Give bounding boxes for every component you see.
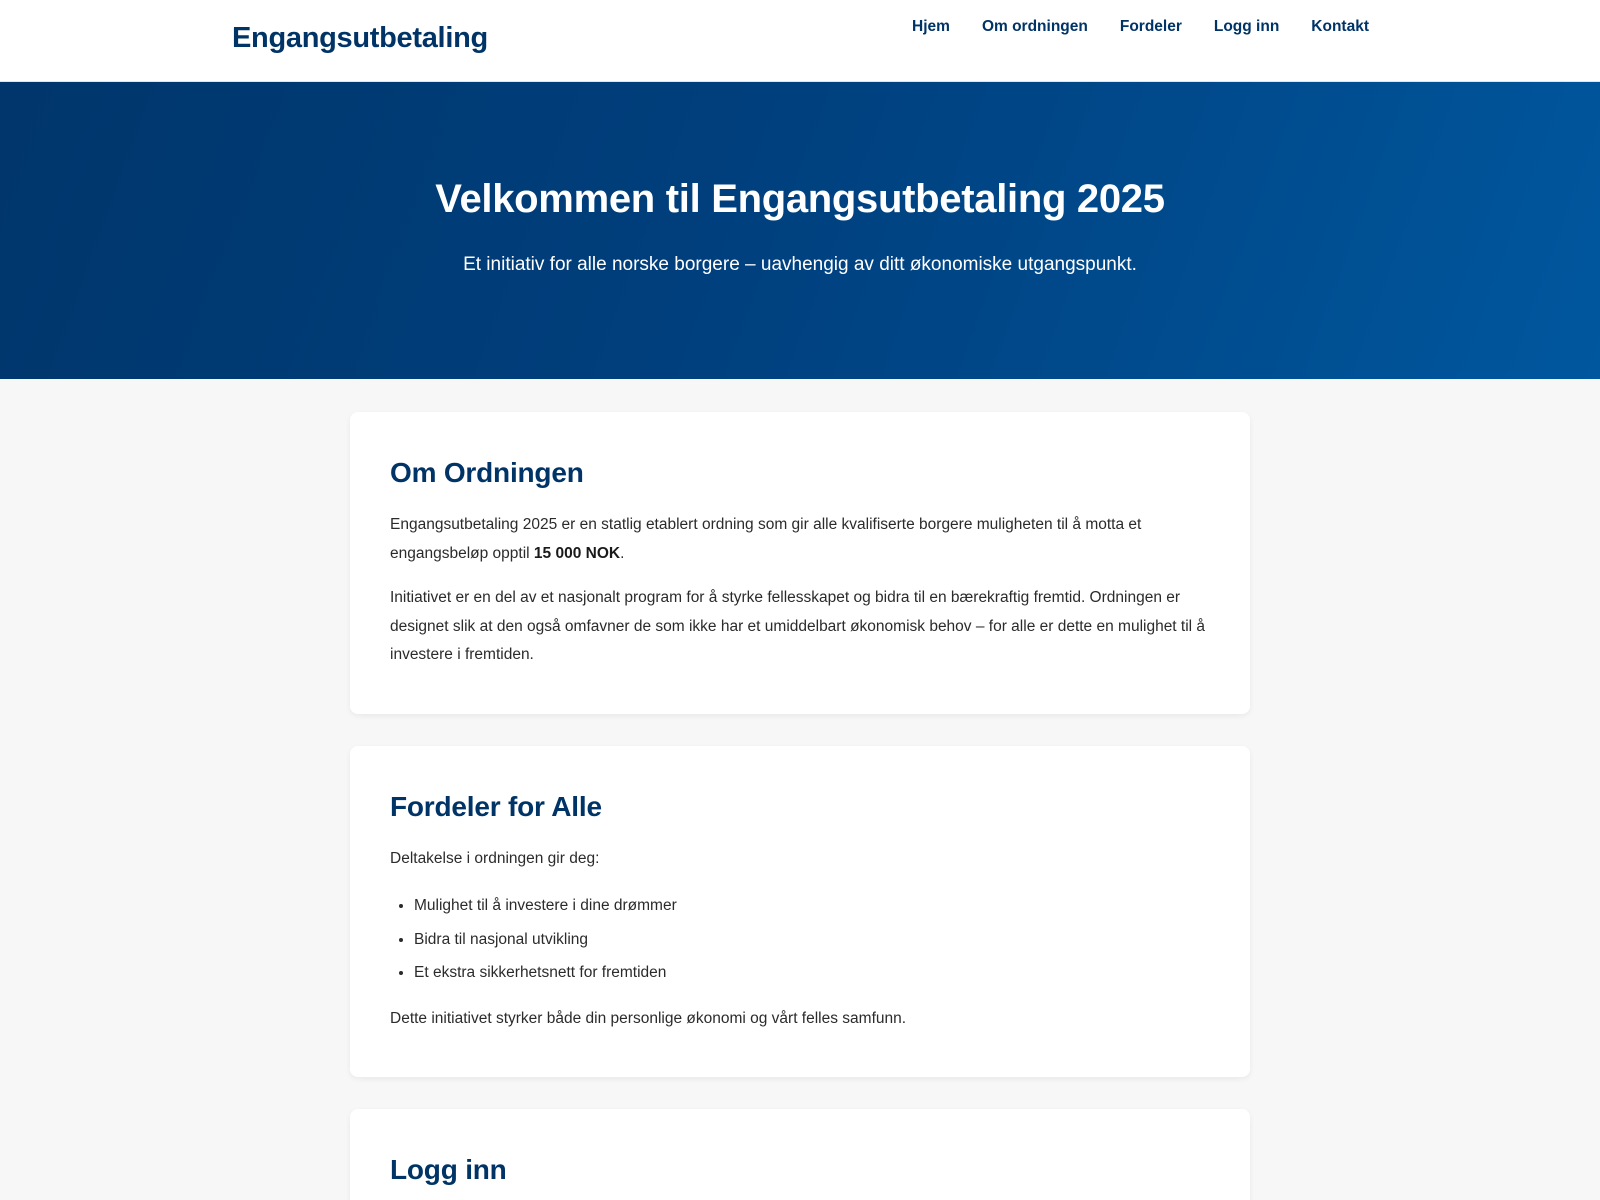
about-text-end: . — [620, 544, 625, 562]
nav-link-contact[interactable]: Kontakt — [1311, 18, 1369, 35]
about-title: Om Ordningen — [390, 457, 584, 488]
hero-title: Velkommen til Engangsutbetaling 2025 — [435, 177, 1165, 221]
login-title: Logg inn — [390, 1154, 507, 1185]
site-logo[interactable]: Engangsutbetaling — [232, 22, 488, 54]
main-nav — [912, 18, 1369, 36]
about-text-intro: Engangsutbetaling 2025 er en statlig etablert ordning som gir alle kvalifiserte borgere muligheten til å motta et engangsbeløp opptil — [390, 516, 1142, 562]
nav-link-about[interactable]: Om ordningen — [981, 18, 1088, 35]
benefits-intro: Deltakelse i ordningen gir deg: — [390, 849, 600, 867]
benefits-list — [414, 889, 1210, 990]
about-paragraph-2: Initiativet er en del av et nasjonalt program for å styrke fellesskapet og bidra til en bærekraftig fremtid. Ordningen er designet slik at den også omfavner de som ikke har et umiddelbart økonomisk behov – for alle er dette en mulighet til å investere i fremtiden. — [390, 589, 1206, 663]
about-card — [350, 412, 1250, 714]
benefit-item: • Et ekstra sikkerhetsnett for fremtiden — [414, 956, 1210, 990]
nav-link-benefits[interactable]: Fordeler — [1119, 18, 1182, 35]
nav-link-login[interactable]: Logg inn — [1213, 18, 1280, 35]
main-content — [350, 412, 1250, 1200]
hero-subtitle: Et initiativ for alle norske borgere – uavhengig av ditt økonomiske utgangspunkt. — [463, 254, 1137, 275]
benefits-card — [350, 746, 1250, 1078]
about-paragraph-1 — [390, 511, 1210, 568]
nav-link-home[interactable]: Hjem — [912, 18, 950, 35]
hero-banner — [0, 82, 1600, 379]
amount-highlight: 15 000 NOK — [533, 544, 621, 562]
benefits-outro: Dette initiativet styrker både din personlige økonomi og vårt felles samfunn. — [390, 1009, 907, 1027]
benefit-item: • Bidra til nasjonal utvikling — [414, 923, 1210, 957]
login-card — [350, 1109, 1250, 1200]
benefit-item: • Mulighet til å investere i dine drømmer — [414, 889, 1210, 923]
site-header — [0, 0, 1600, 82]
benefits-title: Fordeler for Alle — [390, 790, 602, 822]
